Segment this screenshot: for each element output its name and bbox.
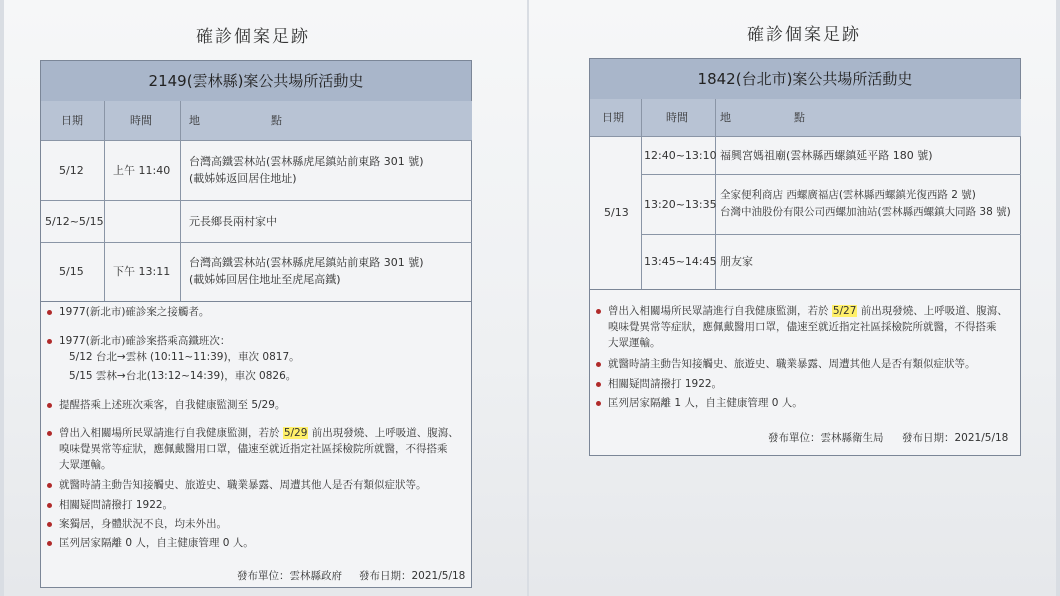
left-note-4-line3: 大眾運輸。 [59, 459, 112, 471]
left-note-4-line2: 嗅味覺異常等症狀，應佩戴醫用口罩，儘速至就近指定社區採檢院所就醫，不得搭乘 [59, 443, 448, 455]
left-row1-place: 台灣高鐵雲林站(雲林縣虎尾鎮站前東路 301 號) (載姊姊返回居住地址) [181, 141, 472, 201]
right-header-date: 日期 [590, 99, 642, 137]
highlighted-date: 5/29 [283, 427, 308, 439]
bullet-icon [596, 401, 601, 406]
bullet-icon [47, 483, 52, 488]
right-note-1-line3: 大眾運輸。 [608, 337, 661, 349]
right-note-4: 匡列居家隔離 1 人，自主健康管理 0 人。 [608, 397, 803, 409]
left-note-7: 案獨居，身體狀況不良，均未外出。 [59, 518, 227, 530]
left-notes-box [40, 302, 472, 588]
left-row3-date: 5/15 [41, 243, 105, 301]
right-row1-time: 12:40~13:10 [642, 137, 716, 175]
left-row2-date: 5/12~5/15 [41, 201, 105, 243]
left-table-title: 2149(雲林縣)案公共場所活動史 [41, 61, 471, 102]
bullet-icon [47, 339, 52, 344]
left-note-1: 1977(新北市)確診案之接觸者。 [59, 306, 210, 318]
left-row3-place: 台灣高鐵雲林站(雲林縣虎尾鎮站前東路 301 號) (載姊姊回居住地址至虎尾高鐵) [189, 256, 424, 286]
bullet-icon [596, 309, 601, 314]
left-note-6: 相關疑問請撥打 1922。 [59, 499, 174, 511]
left-row3-time: 下午 13:11 [105, 243, 181, 301]
left-row1-date: 5/12 [41, 141, 105, 201]
right-date-cell: 5/13 [590, 137, 642, 289]
right-footer-date: 發布日期：2021/5/18 [902, 432, 1009, 444]
left-row2-place: 元長鄉長兩村家中 [181, 201, 472, 243]
left-note-2a: 5/12 台北→雲林 (10:11~11:39)，車次 0817。 [69, 351, 300, 363]
bullet-icon [47, 503, 52, 508]
left-notice-sheet [4, 0, 527, 596]
right-note-1-line2: 嗅味覺異常等症狀，應佩戴醫用口罩，儘速至就近指定社區採檢院所就醫，不得搭乘 [608, 321, 997, 333]
left-footer-date: 發布日期：2021/5/18 [359, 570, 466, 582]
right-row3-place: 朋友家 [720, 255, 753, 268]
right-note-1: 曾出入相關場所民眾請進行自我健康監測，若於 5/27 前出現發燒、上呼吸道、腹瀉、 [608, 305, 1008, 317]
left-note-4: 曾出入相關場所民眾請進行自我健康監測，若於 5/29 前出現發燒、上呼吸道、腹瀉、 [59, 427, 459, 439]
right-row1-place: 福興宮媽祖廟(雲林縣西螺鎮延平路 180 號) [716, 137, 1021, 175]
left-row2-time [105, 201, 181, 243]
bullet-icon [47, 310, 52, 315]
left-note-8: 匡列居家隔離 0 人，自主健康管理 0 人。 [59, 537, 254, 549]
right-notes-box [589, 290, 1021, 456]
bullet-icon [47, 541, 52, 546]
left-header-date: 日期 [41, 101, 105, 141]
left-note-2b: 5/15 雲林→台北(13:12~14:39)，車次 0826。 [69, 370, 297, 382]
left-heading: 確診個案足跡 [196, 27, 310, 47]
right-header-place: 地 點 [716, 99, 1021, 137]
bullet-icon [47, 522, 52, 527]
right-row3-time: 13:45~14:45 [642, 235, 716, 289]
right-note-3: 相關疑問請撥打 1922。 [608, 378, 723, 390]
right-header-time: 時間 [642, 99, 716, 137]
right-note-2: 就醫時請主動告知接觸史、旅遊史、職業暴露、周遭其他人是否有類似症狀等。 [608, 358, 976, 370]
left-note-5: 就醫時請主動告知接觸史、旅遊史、職業暴露、周遭其他人是否有類似症狀等。 [59, 479, 427, 491]
left-activity-table [40, 60, 472, 302]
left-header-time: 時間 [105, 101, 181, 141]
left-row1-time: 上午 11:40 [105, 141, 181, 201]
right-heading: 確診個案足跡 [747, 25, 861, 45]
right-activity-table [589, 58, 1021, 290]
right-footer-unit: 發布單位：雲林縣衛生局 [768, 432, 884, 444]
bullet-icon [47, 431, 52, 436]
left-footer-unit: 發布單位：雲林縣政府 [237, 570, 342, 582]
bullet-icon [596, 382, 601, 387]
right-table-title: 1842(台北市)案公共場所活動史 [590, 59, 1020, 100]
left-header-place: 地 點 [181, 101, 472, 141]
left-note-3: 提醒搭乘上述班次乘客，自我健康監測至 5/29。 [59, 399, 286, 411]
right-row2-place: 全家便利商店 西螺廣福店(雲林縣西螺鎮光復西路 2 號) 台灣中油股份有限公司西螺加油站(雲林縣西螺鎮大同路 38 號) [716, 175, 1021, 235]
highlighted-date: 5/27 [832, 305, 857, 317]
right-row2-time: 13:20~13:35 [642, 175, 716, 235]
right-notice-sheet [529, 0, 1056, 596]
left-note-2: 1977(新北市)確診案搭乘高鐵班次： [59, 335, 231, 347]
bullet-icon [596, 362, 601, 367]
bullet-icon [47, 403, 52, 408]
